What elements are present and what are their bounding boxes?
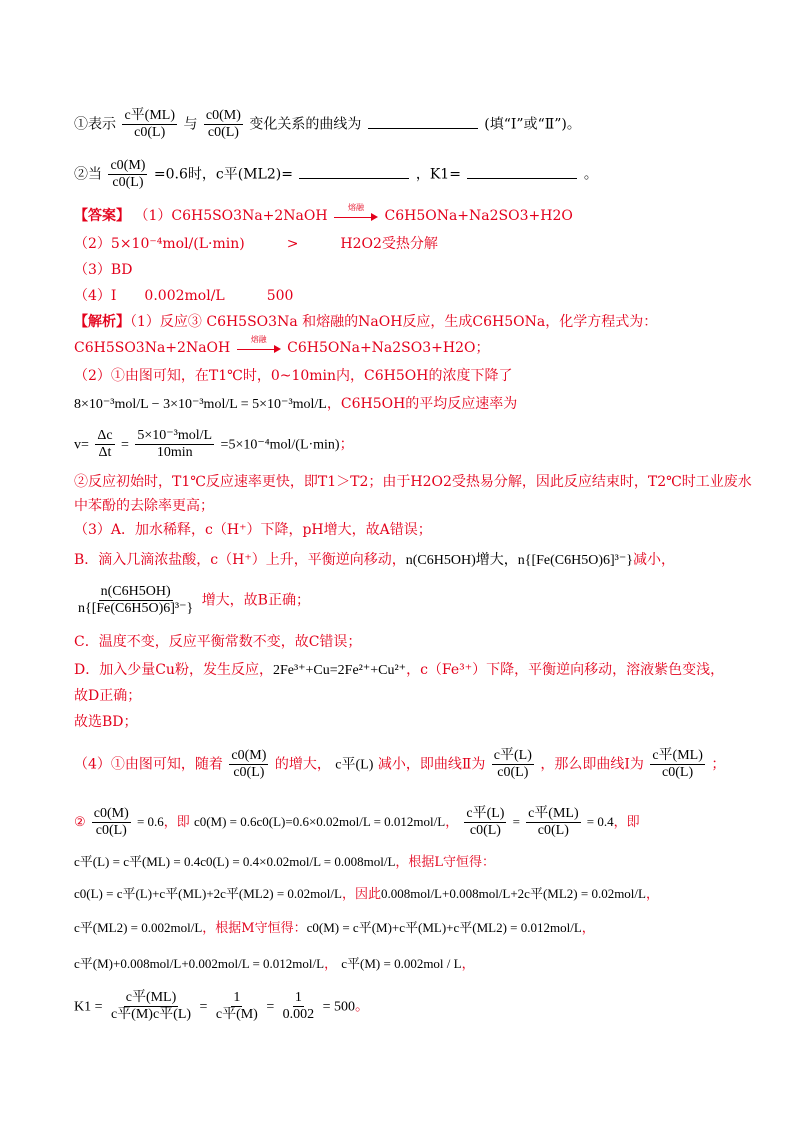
analysis-line-2 [74, 335, 490, 358]
analysis-line-21 [74, 990, 369, 1023]
analysis-line-16 [74, 806, 640, 839]
math-expression: c0(M) = 0.6c0(L)=0.6×0.02mol/L = 0.012mol/L [193, 814, 446, 829]
fraction [650, 748, 705, 781]
text: （1）C6H5SO3Na+2NaOH [134, 208, 328, 224]
text: （4）①由图可知，随着 [74, 756, 223, 773]
analysis-line-17 [74, 852, 495, 873]
answer-blank[interactable] [467, 164, 577, 179]
math-expression: = [199, 999, 208, 1015]
analysis-line-6 [74, 472, 752, 492]
denominator: 0.002 [282, 1007, 315, 1022]
question-4-part1 [74, 108, 581, 141]
text: （4）Ⅰ 0.002mol/L 500 [74, 288, 294, 304]
analysis-line-11 [74, 632, 361, 652]
math-expression: c平(L) [335, 757, 374, 773]
answer-line-1 [74, 203, 573, 226]
math-expression: c0(M) = c平(M)+c平(ML)+c平(ML2) = 0.012mol/L [306, 920, 582, 935]
fraction [95, 428, 114, 461]
analysis-line-5 [74, 428, 354, 461]
denominator: 10min [156, 445, 193, 460]
math-expression: = 0.6 [136, 814, 164, 829]
text: ； [339, 436, 354, 453]
numerator: c平(ML) [528, 806, 579, 821]
denominator: c0(L) [134, 125, 166, 140]
answer-line-4 [74, 286, 293, 306]
text: B．滴入几滴浓盐酸，c（H⁺）上升，平衡逆向移动， [74, 552, 406, 568]
fraction [109, 990, 193, 1023]
denominator: Δt [98, 445, 112, 460]
math-expression: 8×10⁻³mol/L − 3×10⁻³mol/L = 5×10⁻³mol/L [74, 397, 327, 412]
text: ，K1= [415, 166, 461, 183]
math-expression: = [266, 999, 275, 1015]
numerator: c平(ML) [125, 990, 177, 1005]
text: ， [645, 887, 659, 902]
text: 变化关系的曲线为 [249, 116, 362, 133]
math-expression: c平(ML2) = 0.002mol/L [74, 920, 203, 935]
fraction [76, 584, 195, 617]
analysis-line-3 [74, 366, 512, 386]
reaction-arrow [334, 203, 378, 222]
analysis-line-8 [74, 520, 432, 540]
analysis-line-12 [74, 660, 724, 681]
text: 中苯酚的去除率更高； [74, 498, 214, 514]
denominator: c0(L) [95, 823, 127, 838]
numerator: c0(M) [231, 748, 267, 763]
arrow-condition: 熔融 [348, 203, 365, 212]
text: （2）5×10⁻⁴mol/(L·min) > H2O2受热分解 [74, 236, 438, 252]
fraction [229, 748, 268, 781]
numerator: c平(ML) [124, 108, 175, 123]
fraction [135, 428, 214, 461]
text: ，根据L守恒得： [395, 855, 496, 870]
text: （1）反应③ C6H5SO3Na 和熔融的NaOH反应，生成C6H5ONa，化学方程式为： [130, 314, 658, 330]
math-expression: c平(L) = c平(ML) = 0.4c0(L) = 0.4×0.02mol/L = 0.008mol/L [74, 854, 396, 869]
text: （3）A．加水稀释，c（H⁺）下降，pH增大，故A错误； [74, 522, 432, 538]
numerator: Δc [97, 428, 113, 443]
analysis-line-13 [74, 686, 141, 706]
text: ，根据M守恒得： [202, 921, 307, 936]
denominator: c0(L) [469, 823, 501, 838]
text: = [121, 437, 129, 453]
denominator: c0(L) [497, 765, 529, 780]
text: 与 [183, 116, 198, 133]
reaction-arrow [237, 335, 281, 354]
text: 故选BD； [74, 714, 138, 730]
text: C6H5SO3Na+2NaOH [74, 340, 231, 356]
text: ①表示 [74, 116, 116, 133]
analysis-line-20 [74, 954, 475, 975]
fraction [204, 108, 243, 141]
text: ②当 [74, 166, 102, 183]
text: =0.6时，c平(ML2)= [153, 166, 293, 183]
math-expression: 2Fe³⁺+Cu=2Fe²⁺+Cu²⁺ [272, 663, 407, 678]
text: ， [324, 957, 338, 972]
text: (填“Ⅰ”或“Ⅱ”)。 [484, 116, 581, 133]
math-expression: c平(M)+0.008mol/L+0.002mol/L = 0.012mol/L [74, 956, 325, 971]
answer-blank[interactable] [299, 164, 409, 179]
fraction [464, 806, 506, 839]
text: 。 [583, 166, 598, 183]
math-expression: = [512, 814, 520, 829]
fraction [492, 748, 534, 781]
text: 的增大， [274, 756, 331, 773]
math-expression: = 0.4 [586, 814, 614, 829]
text: ，那么即曲线Ⅰ为 [540, 756, 644, 773]
text: ，c（Fe³⁺）下降，平衡逆向移动，溶液紫色变浅， [406, 662, 725, 678]
analysis-line-19 [74, 918, 595, 939]
text: ，因此 [341, 887, 381, 902]
fraction [281, 990, 317, 1023]
text: ； [711, 756, 726, 773]
numerator: 5×10⁻³mol/L [137, 428, 213, 443]
text: ，即 [613, 815, 640, 830]
text: 减小，即曲线Ⅱ为 [377, 756, 486, 773]
math-expression: 0.008mol/L+0.008mol/L+2c平(ML2) = 0.02mol/L [380, 886, 646, 901]
math-expression: = 500 [322, 999, 356, 1015]
analysis-line-9 [74, 550, 675, 571]
text: v= [74, 437, 89, 453]
text: C6H5ONa+Na2SO3+H2O； [287, 340, 490, 356]
text: =5×10⁻⁴mol/(L·min) [220, 437, 340, 453]
analysis-tag: 【解析】 [74, 314, 130, 330]
denominator: n{[Fe(C6H5O)6]³⁻} [78, 601, 194, 616]
answer-tag: 【答案】 [74, 208, 130, 224]
denominator: c平(M) [215, 1007, 258, 1022]
numerator: c平(L) [466, 806, 505, 821]
text: （2）①由图可知，在T1℃时，0~10min内，C6H5OH的浓度下降了 [74, 368, 513, 384]
analysis-line-14 [74, 712, 138, 732]
text: ， [581, 921, 595, 936]
analysis-line-10 [74, 584, 310, 617]
text: ②反应初始时，T1℃反应速率更快，即T1＞T2；由于H2O2受热易分解，因此反应结束时，T2℃时工业废水 [74, 474, 752, 490]
denominator: c0(L) [112, 175, 144, 190]
question-4-part2 [74, 158, 598, 191]
denominator: c0(L) [537, 823, 569, 838]
text: （3）BD [74, 262, 133, 278]
fraction [214, 990, 260, 1023]
analysis-line-18 [74, 884, 659, 905]
text: 。 [355, 998, 370, 1015]
math-expression: K1 = [74, 999, 103, 1015]
text: 减小， [632, 552, 675, 568]
numerator: c平(L) [493, 748, 532, 763]
fraction [92, 806, 131, 839]
text: ，C6H5OH的平均反应速率为 [326, 396, 518, 412]
text: ② [74, 815, 86, 830]
text: ， [445, 815, 459, 830]
text: D．加入少量Cu粉，发生反应， [74, 662, 273, 678]
text: ，即 [163, 815, 190, 830]
denominator: c平(M)c平(L) [110, 1007, 192, 1022]
numerator: n(C6H5OH) [100, 584, 171, 599]
analysis-line-1 [74, 312, 657, 332]
numerator: 1 [233, 990, 241, 1005]
analysis-line-7 [74, 496, 214, 516]
analysis-line-15 [74, 748, 725, 781]
text: C．温度不变，反应平衡常数不变，故C错误； [74, 634, 362, 650]
answer-line-2 [74, 234, 438, 254]
text: 故D正确； [74, 688, 142, 704]
arrow-condition: 熔融 [250, 335, 267, 344]
denominator: c0(L) [207, 125, 239, 140]
math-expression: n{[Fe(C6H5O)6]³⁻} [517, 553, 633, 568]
math-expression: c平(M) = 0.002mol / L [341, 956, 462, 971]
numerator: c平(ML) [652, 748, 703, 763]
fraction [526, 806, 581, 839]
answer-line-3 [74, 260, 132, 280]
text: ， [461, 957, 475, 972]
text: 增大，故B正确； [201, 592, 310, 609]
numerator: c0(M) [205, 108, 241, 123]
answer-blank[interactable] [368, 114, 478, 129]
denominator: c0(L) [233, 765, 265, 780]
text: C6H5ONa+Na2SO3+H2O [384, 208, 573, 224]
analysis-line-4 [74, 394, 517, 415]
numerator: 1 [294, 990, 302, 1005]
numerator: c0(M) [93, 806, 129, 821]
denominator: c0(L) [662, 765, 694, 780]
math-expression: c0(L) = c平(L)+c平(ML)+2c平(ML2) = 0.02mol/L [74, 886, 342, 901]
fraction [122, 108, 177, 141]
fraction [108, 158, 147, 191]
math-expression: n(C6H5OH)增大， [405, 553, 518, 568]
numerator: c0(M) [110, 158, 146, 173]
